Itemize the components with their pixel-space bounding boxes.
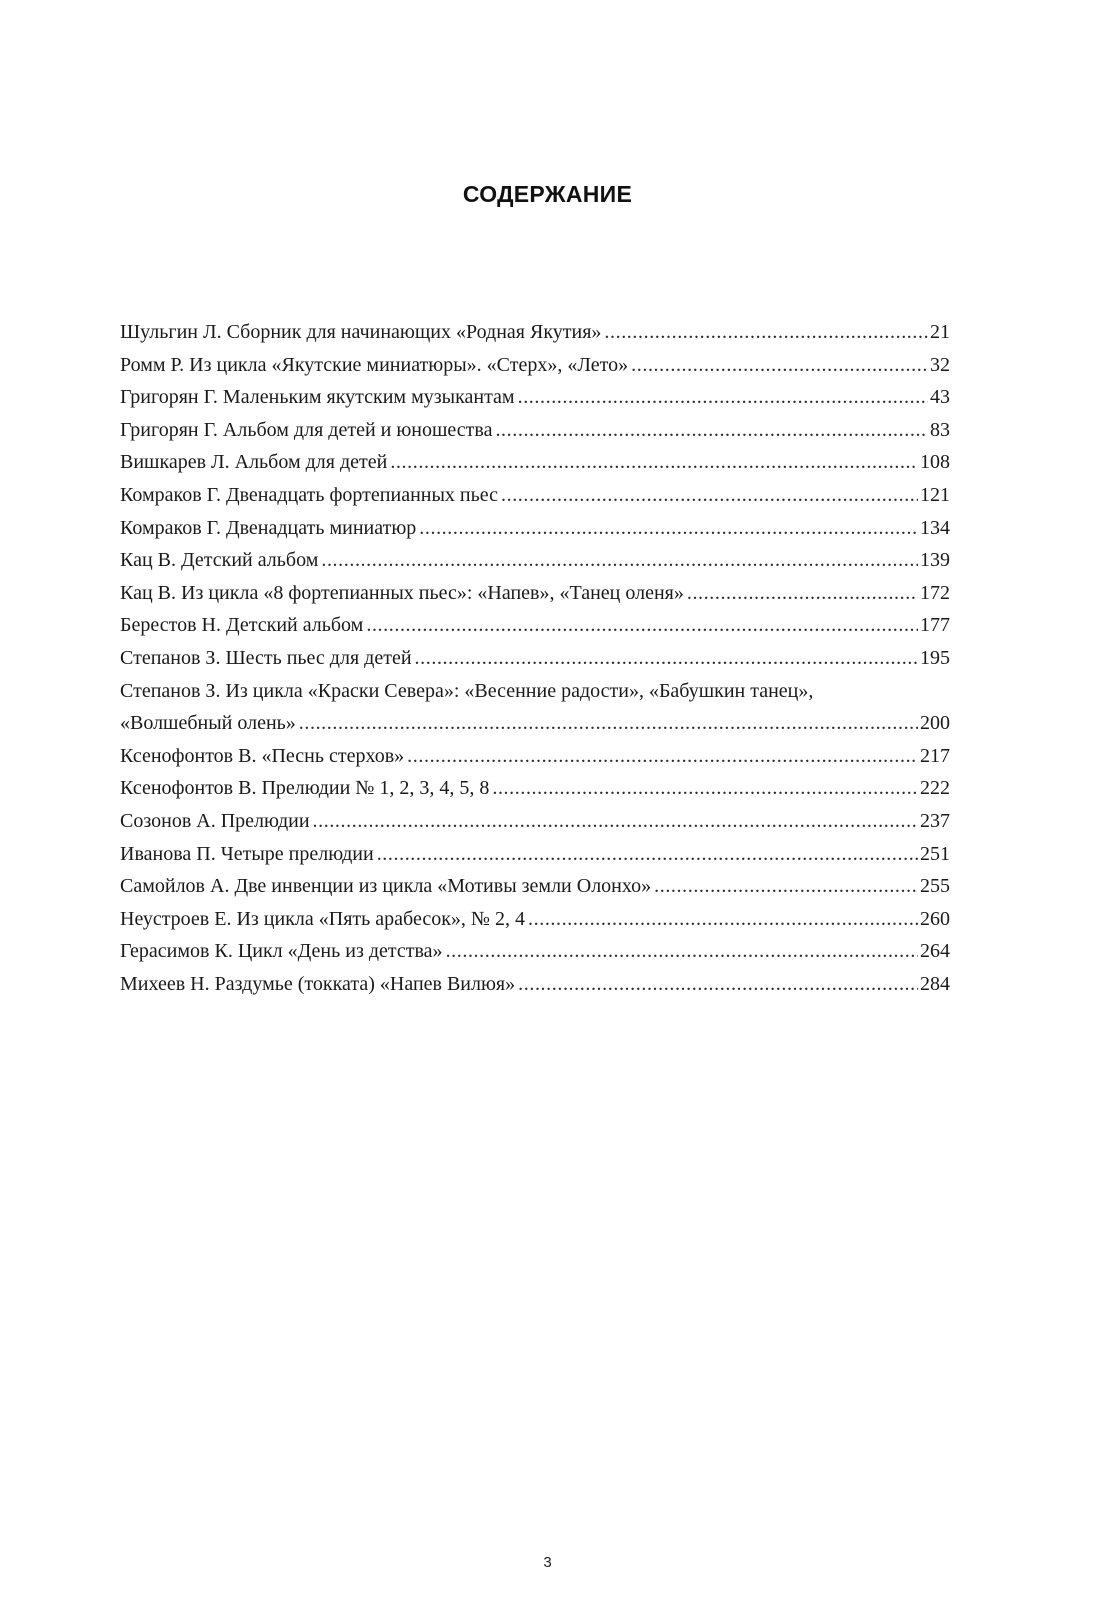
page-number: 3 bbox=[543, 1554, 552, 1571]
dot-leader bbox=[518, 381, 928, 414]
toc-entry-page: 177 bbox=[920, 614, 950, 637]
toc-entry-multiline bbox=[120, 675, 950, 740]
toc-entry-text: Шульгин Л. Сборник для начинающих «Родная Якутия» bbox=[120, 321, 602, 343]
toc-entry-text: Ромм Р. Из цикла «Якутские миниатюры». «Стерх», «Лето» bbox=[120, 353, 629, 376]
toc-entry-text: Степанов З. Шесть пьес для детей bbox=[120, 646, 412, 669]
toc-entry-lead-text: Степанов З. Из цикла «Краски Севера»: «Весенние радости», «Бабушкин танец», bbox=[120, 679, 814, 702]
toc-entry-text: Комраков Г. Двенадцать фортепианных пьес bbox=[120, 483, 498, 506]
toc-entry-page: 237 bbox=[920, 809, 950, 832]
toc-entry bbox=[120, 381, 950, 414]
toc-entry-page: 222 bbox=[920, 777, 950, 800]
toc-entry-page: 172 bbox=[920, 581, 950, 604]
toc-entry bbox=[120, 838, 950, 871]
dot-leader bbox=[687, 577, 918, 610]
toc-entry-text: Комраков Г. Двенадцать миниатюр bbox=[120, 516, 417, 539]
toc-entry-text: Григорян Г. Альбом для детей и юношества bbox=[120, 418, 493, 441]
dot-leader bbox=[501, 479, 918, 512]
dot-leader bbox=[492, 772, 918, 805]
toc-entry-text: Вишкарев Л. Альбом для детей bbox=[120, 451, 388, 474]
dot-leader bbox=[654, 870, 918, 903]
toc-entry bbox=[120, 349, 950, 382]
toc-entry-text: Григорян Г. Маленьким якутским музыкантам bbox=[120, 386, 515, 409]
toc-entry bbox=[120, 479, 950, 512]
toc-entry-text: Михеев Н. Раздумье (токката) «Напев Вилюя» bbox=[120, 972, 516, 995]
dot-leader bbox=[313, 805, 918, 838]
toc-entry-text: Ксенофонтов В. Прелюдии № 1, 2, 3, 4, 5, 8 bbox=[120, 777, 490, 800]
toc-entry-page: 139 bbox=[920, 549, 950, 572]
toc-entry bbox=[120, 772, 950, 805]
toc-entry bbox=[120, 935, 950, 968]
toc-entry-page: 255 bbox=[920, 875, 950, 898]
dot-leader bbox=[415, 642, 918, 675]
toc-entry-page: 121 bbox=[920, 483, 950, 506]
toc-entry-page: 217 bbox=[920, 744, 950, 767]
toc-entry bbox=[120, 512, 950, 545]
toc-entry-page: 32 bbox=[930, 353, 950, 376]
toc-entry bbox=[120, 446, 950, 479]
toc-entry bbox=[120, 544, 950, 577]
toc-entry-page: 200 bbox=[920, 712, 950, 735]
toc-entry bbox=[120, 707, 950, 740]
toc-entry-page: 134 bbox=[920, 516, 950, 539]
dot-leader bbox=[299, 707, 918, 740]
toc-entry bbox=[120, 903, 950, 936]
dot-leader bbox=[321, 544, 918, 577]
toc-entry-page: 284 bbox=[920, 972, 950, 995]
toc-entry bbox=[120, 414, 950, 447]
toc-entry-text: Кац В. Детский альбом bbox=[120, 549, 319, 572]
toc-entry bbox=[120, 577, 950, 610]
toc-entry bbox=[120, 740, 950, 773]
toc-entry bbox=[120, 870, 950, 903]
dot-leader bbox=[446, 935, 918, 968]
toc-entry-text: Неустроев Е. Из цикла «Пять арабесок», № 2, 4 bbox=[120, 907, 526, 930]
toc-entry-page: 21 bbox=[930, 321, 950, 343]
toc-entry-text: «Волшебный олень» bbox=[120, 712, 296, 735]
toc-entry-text: Созонов А. Прелюдии bbox=[120, 809, 310, 832]
toc-entry-text: Кац В. Из цикла «8 фортепианных пьес»: «Напев», «Танец оленя» bbox=[120, 581, 684, 604]
toc-entry-page: 43 bbox=[930, 386, 950, 409]
table-of-contents bbox=[120, 316, 950, 1000]
toc-entry bbox=[120, 805, 950, 838]
toc-entry-page: 83 bbox=[930, 418, 950, 441]
toc-entry bbox=[120, 968, 950, 1001]
dot-leader bbox=[366, 609, 918, 642]
dot-leader bbox=[407, 740, 918, 773]
toc-entry bbox=[120, 316, 950, 349]
toc-entry-page: 251 bbox=[920, 842, 950, 865]
dot-leader bbox=[631, 349, 928, 382]
toc-entry-page: 260 bbox=[920, 907, 950, 930]
toc-entry-text: Иванова П. Четыре прелюдии bbox=[120, 842, 374, 865]
toc-entry-text: Ксенофонтов В. «Песнь стерхов» bbox=[120, 744, 405, 767]
page-title: СОДЕРЖАНИЕ bbox=[462, 181, 633, 207]
dot-leader bbox=[518, 968, 918, 1001]
dot-leader bbox=[604, 316, 928, 349]
dot-leader bbox=[419, 512, 918, 545]
toc-entry-text: Берестов Н. Детский альбом bbox=[120, 614, 364, 637]
toc-entry-page: 108 bbox=[920, 451, 950, 474]
toc-entry-text: Самойлов А. Две инвенции из цикла «Мотивы земли Олонхо» bbox=[120, 875, 652, 898]
dot-leader bbox=[390, 446, 918, 479]
dot-leader bbox=[495, 414, 928, 447]
toc-entry-text: Герасимов К. Цикл «День из детства» bbox=[120, 940, 443, 963]
dot-leader bbox=[377, 838, 918, 871]
dot-leader bbox=[528, 903, 918, 936]
toc-entry bbox=[120, 609, 950, 642]
toc-entry-page: 195 bbox=[920, 646, 950, 669]
toc-entry-page: 264 bbox=[920, 940, 950, 963]
toc-entry bbox=[120, 642, 950, 675]
